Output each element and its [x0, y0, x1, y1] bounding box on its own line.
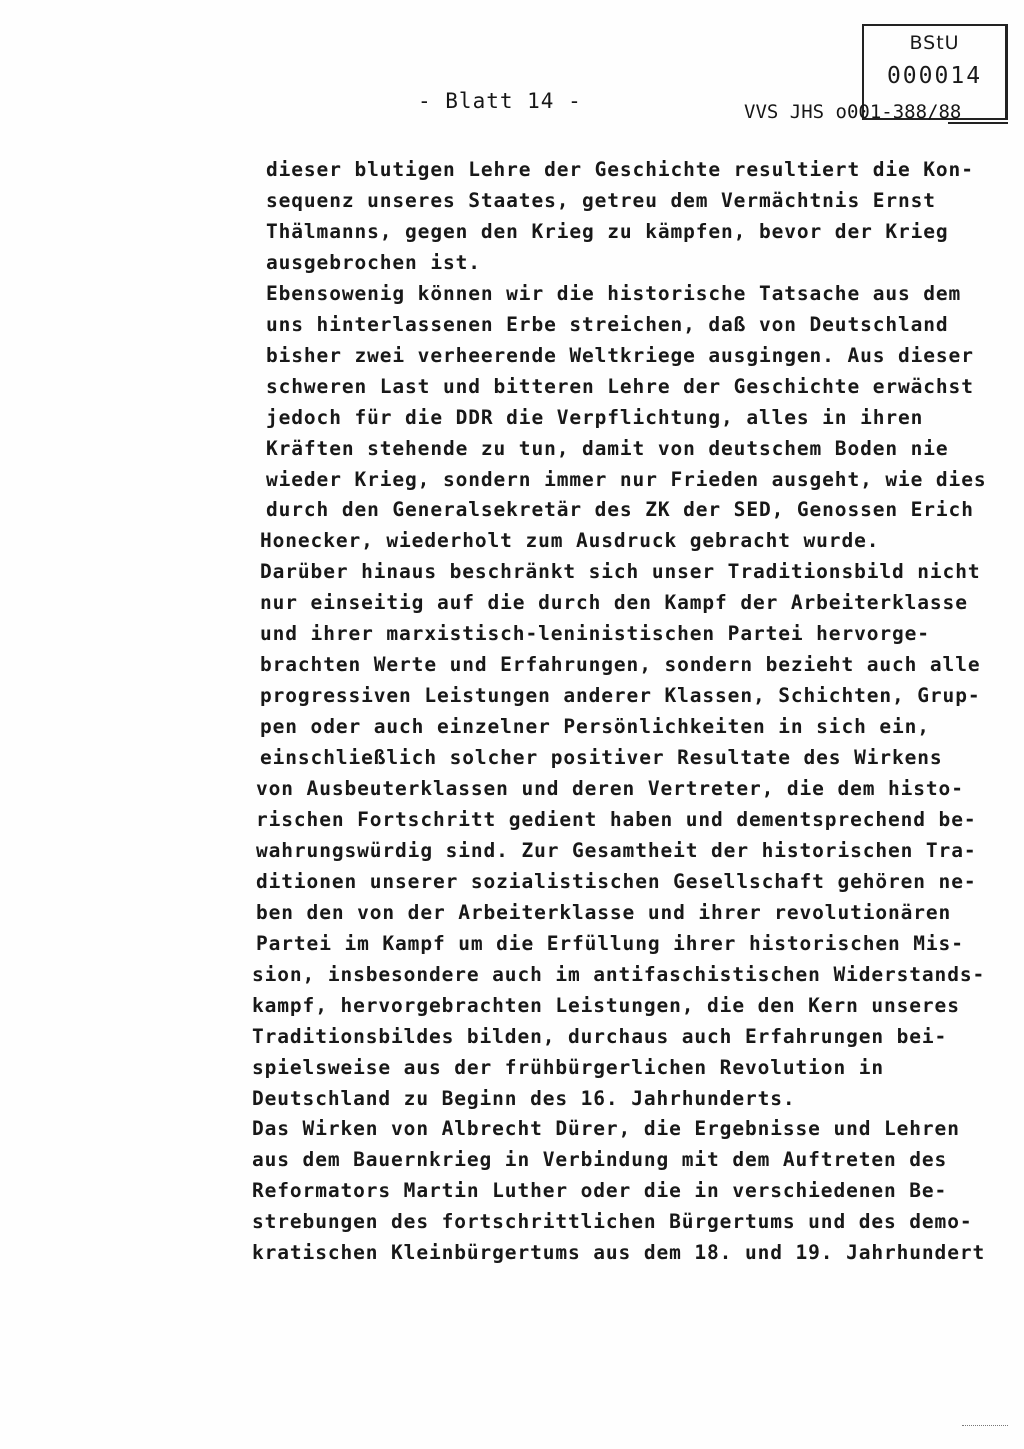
- text-line: Kräften stehende zu tun, damit von deutschem Boden nie: [266, 436, 949, 460]
- text-line: jedoch für die DDR die Verpflichtung, alles in ihren: [266, 405, 924, 429]
- text-line: wieder Krieg, sondern immer nur Frieden ausgeht, wie dies: [266, 467, 987, 491]
- text-line: uns hinterlassenen Erbe streichen, daß von Deutschland: [266, 312, 949, 336]
- text-line: einschließlich solcher positiver Resultate des Wirkens: [260, 746, 943, 770]
- stamp-number: 000014: [886, 63, 983, 89]
- text-line: rischen Fortschritt gedient haben und dementsprechend be-: [256, 807, 977, 831]
- text-line: sion, insbesondere auch im antifaschistischen Widerstands-: [252, 962, 986, 986]
- text-line: kampf, hervorgebrachten Leistungen, die den Kern unseres: [252, 993, 960, 1017]
- text-line: brachten Werte und Erfahrungen, sondern bezieht auch alle: [260, 653, 981, 677]
- text-line: durch den Generalsekretär des ZK der SED, Genossen Erich: [266, 498, 974, 522]
- text-line: von Ausbeuterklassen und deren Vertreter, die dem histo-: [256, 777, 964, 800]
- text-line: ausgebrochen ist.: [266, 250, 481, 274]
- document-reference: VVS JHS o001-388/88: [744, 101, 962, 123]
- text-line: wahrungswürdig sind. Zur Gesamtheit der historischen Tra-: [256, 838, 977, 862]
- text-line: ditionen unserer sozialistischen Gesellschaft gehören ne-: [256, 869, 977, 893]
- text-line: strebungen des fortschrittlichen Bürgertums und des demo-: [252, 1210, 973, 1234]
- text-line: Traditionsbildes bilden, durchaus auch Erfahrungen bei-: [252, 1024, 948, 1048]
- bottom-margin-mark: [962, 1425, 1008, 1426]
- text-line: Deutschland zu Beginn des 16. Jahrhunderts.: [252, 1086, 796, 1110]
- text-line: schweren Last und bitteren Lehre der Geschichte erwächst: [266, 374, 974, 398]
- text-line: ben den von der Arbeiterklasse und ihrer revolutionären: [256, 900, 952, 924]
- text-line: sequenz unseres Staates, getreu dem Vermächtnis Ernst: [266, 188, 936, 212]
- text-line: Honecker, wiederholt zum Ausdruck gebracht wurde.: [260, 529, 880, 553]
- text-line: bisher zwei verheerende Weltkriege ausgingen. Aus dieser: [266, 343, 974, 367]
- stamp-label: BStU: [909, 32, 960, 54]
- text-line: Thälmanns, gegen den Krieg zu kämpfen, bevor der Krieg: [266, 219, 949, 243]
- text-line: Darüber hinaus beschränkt sich unser Traditionsbild nicht: [260, 560, 981, 584]
- text-line: kratischen Kleinbürgertums aus dem 18. und 19. Jahrhundert: [252, 1241, 986, 1265]
- text-line: Reformators Martin Luther oder die in verschiedenen Be-: [252, 1179, 948, 1203]
- text-line: pen oder auch einzelner Persönlichkeiten in sich ein,: [260, 715, 930, 739]
- text-line: progressiven Leistungen anderer Klassen, Schichten, Grup-: [260, 684, 981, 708]
- text-line: spielsweise aus der frühbürgerlichen Revolution in: [252, 1055, 884, 1079]
- text-line: dieser blutigen Lehre der Geschichte resultiert die Kon-: [266, 158, 974, 181]
- sheet-number: - Blatt 14 -: [418, 89, 582, 113]
- text-line: Partei im Kampf um die Erfüllung ihrer historischen Mis-: [256, 931, 964, 955]
- text-line: Das Wirken von Albrecht Dürer, die Ergebnisse und Lehren: [252, 1117, 960, 1141]
- reference-underline: [948, 122, 1008, 124]
- text-line: nur einseitig auf die durch den Kampf der Arbeiterklasse: [260, 591, 968, 615]
- text-line: und ihrer marxistisch-leninistischen Partei hervorge-: [260, 622, 930, 646]
- text-line: Ebensowenig können wir die historische Tatsache aus dem: [266, 281, 962, 305]
- text-line: aus dem Bauernkrieg in Verbindung mit dem Auftreten des: [252, 1148, 948, 1172]
